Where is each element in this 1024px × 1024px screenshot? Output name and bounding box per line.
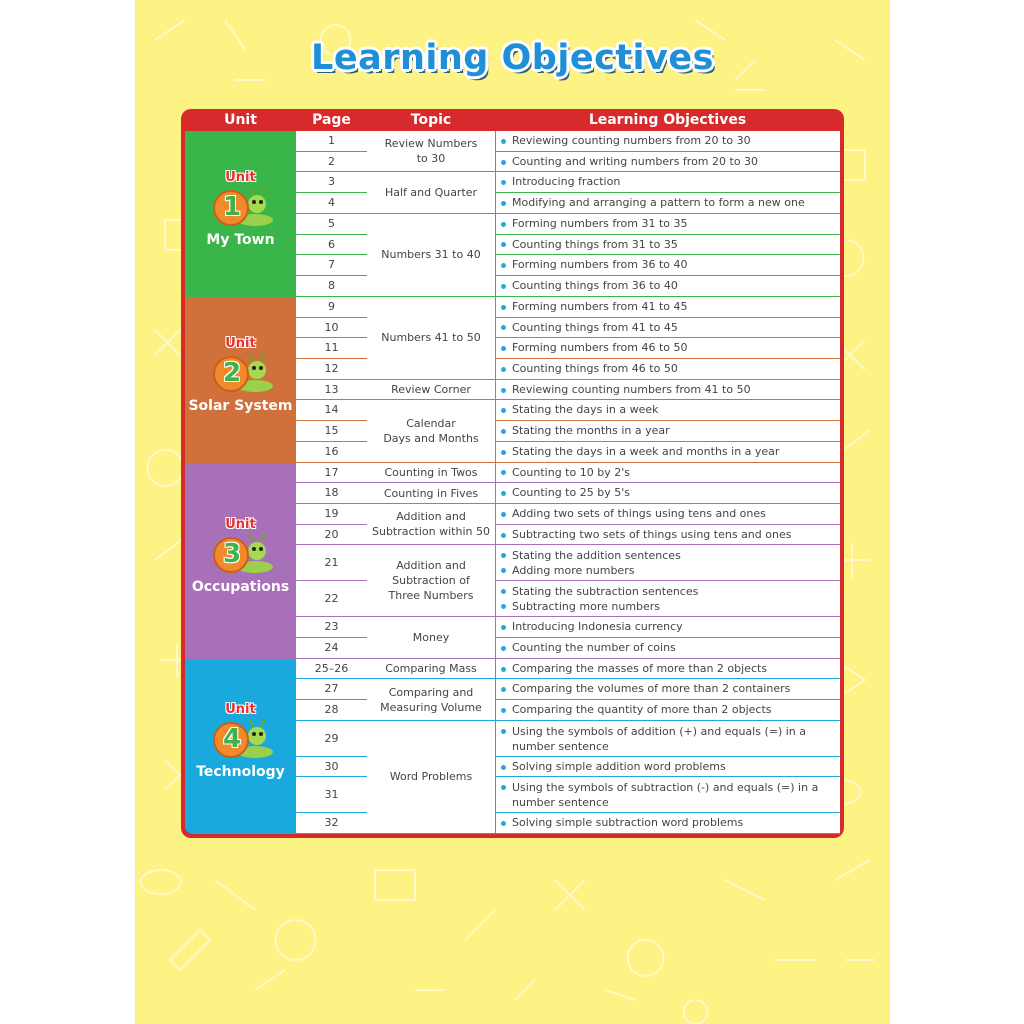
bullet-icon [501, 160, 506, 165]
objective-text: Forming numbers from 36 to 40 [512, 255, 834, 276]
objective-text: Stating the addition sentences [512, 548, 834, 563]
unit-name: Occupations [191, 578, 290, 595]
bullet-icon [501, 729, 506, 734]
objective-cell [495, 813, 840, 834]
objective-cell [495, 638, 840, 659]
topic-cell: Comparing and Measuring Volume [367, 679, 495, 720]
topic-cell: Word Problems [367, 721, 495, 834]
bullet-icon [501, 667, 506, 672]
objective-text: Counting the number of coins [512, 638, 834, 659]
topic-cell: Review Corner [367, 380, 495, 401]
objective-cell [495, 235, 840, 256]
unit-name: Technology [196, 764, 285, 781]
table-body [296, 131, 840, 834]
page-number-cell: 9 [296, 297, 368, 318]
objective-text: Using the symbols of subtraction (-) and equals (=) in a number sentence [512, 780, 834, 810]
objective-cell [495, 152, 840, 173]
page-number-cell: 30 [296, 757, 368, 778]
unit-name: Solar System [188, 397, 293, 414]
objective-cell [495, 442, 840, 463]
page-number-cell: 4 [296, 193, 368, 214]
objective-text: Adding more numbers [512, 563, 834, 578]
bullet-icon [501, 568, 506, 573]
header-objectives: Learning Objectives [588, 112, 747, 128]
objective-cell [495, 297, 840, 318]
objective-cell [495, 679, 840, 700]
bullet-icon [501, 646, 506, 651]
topic-cell: Comparing Mass [367, 659, 495, 680]
objective-text: Stating the months in a year [512, 421, 834, 442]
page-number-cell: 2 [296, 152, 368, 173]
objective-text: Introducing Indonesia currency [512, 617, 834, 638]
unit-number: 1 [222, 191, 242, 222]
topic-cell: Half and Quarter [367, 172, 495, 213]
bullet-icon [501, 512, 506, 517]
bullet-icon [501, 589, 506, 594]
bullet-icon [501, 429, 506, 434]
bullet-icon [501, 222, 506, 227]
learning-objectives-table [181, 109, 844, 838]
bullet-icon [501, 139, 506, 144]
header-page: Page [312, 112, 351, 128]
bullet-icon [501, 201, 506, 206]
header-unit: Unit [224, 112, 257, 128]
bullet-icon [501, 263, 506, 268]
objective-cell [495, 359, 840, 380]
page-number-cell: 16 [296, 442, 368, 463]
topic-cell: Addition and Subtraction of Three Numbers [367, 545, 495, 617]
objective-cell [495, 318, 840, 339]
page-number-cell: 13 [296, 380, 368, 401]
bullet-icon [501, 491, 506, 496]
page-number-cell: 1 [296, 131, 368, 152]
page-number-cell: 28 [296, 700, 368, 721]
page-number-cell: 7 [296, 255, 368, 276]
page-number-cell: 14 [296, 400, 368, 421]
objective-cell [495, 380, 840, 401]
bullet-icon [501, 242, 506, 247]
bullet-icon [501, 821, 506, 826]
objective-text: Reviewing counting numbers from 41 to 50 [512, 380, 834, 401]
unit-block-4 [185, 659, 296, 834]
bullet-icon [501, 553, 506, 558]
objective-text: Counting and writing numbers from 20 to 30 [512, 152, 834, 173]
objective-cell [495, 525, 840, 546]
objective-text: Modifying and arranging a pattern to form a new one [512, 193, 834, 214]
objective-cell [495, 721, 840, 757]
objective-text: Stating the days in a week [512, 400, 834, 421]
objective-text: Forming numbers from 41 to 45 [512, 297, 834, 318]
objective-cell [495, 400, 840, 421]
page-number-cell: 11 [296, 338, 368, 359]
objective-cell [495, 131, 840, 152]
objective-text: Counting things from 36 to 40 [512, 276, 834, 297]
page-number-cell: 15 [296, 421, 368, 442]
objective-text: Solving simple subtraction word problems [512, 813, 834, 834]
page-number-cell: 29 [296, 721, 368, 757]
topic-cell: Money [367, 617, 495, 658]
objective-cell [495, 757, 840, 778]
objective-text: Subtracting more numbers [512, 599, 834, 614]
objective-cell [495, 421, 840, 442]
page-number-cell: 21 [296, 545, 368, 581]
objective-text: Counting things from 41 to 45 [512, 318, 834, 339]
objective-text: Comparing the masses of more than 2 objects [512, 659, 834, 680]
objective-text: Introducing fraction [512, 172, 834, 193]
objective-cell [495, 338, 840, 359]
objective-cell [495, 193, 840, 214]
objective-cell [495, 777, 840, 813]
topic-cell: Counting in Fives [367, 483, 495, 504]
unit-label: Unit [225, 702, 256, 718]
page-number-cell: 3 [296, 172, 368, 193]
objective-cell [495, 504, 840, 525]
objective-text: Stating the days in a week and months in a year [512, 442, 834, 463]
topic-cell: Review Numbers to 30 [367, 131, 495, 172]
objective-cell [495, 617, 840, 638]
objective-text: Adding two sets of things using tens and ones [512, 504, 834, 525]
objective-text: Forming numbers from 46 to 50 [512, 338, 834, 359]
unit-label: Unit [225, 335, 256, 351]
objective-text: Reviewing counting numbers from 20 to 30 [512, 131, 834, 152]
objective-text: Using the symbols of addition (+) and equals (=) in a number sentence [512, 724, 834, 754]
page-number-cell: 27 [296, 679, 368, 700]
objective-cell [495, 545, 840, 581]
unit-name: My Town [206, 231, 275, 248]
bullet-icon [501, 708, 506, 713]
page-number-cell: 20 [296, 525, 368, 546]
bullet-icon [501, 687, 506, 692]
page-number-cell: 24 [296, 638, 368, 659]
topic-cell: Addition and Subtraction within 50 [367, 504, 495, 545]
page-title: Learning Objectives [311, 38, 714, 78]
bullet-icon [501, 325, 506, 330]
unit-number: 3 [222, 538, 242, 569]
bullet-icon [501, 408, 506, 413]
objective-cell [495, 483, 840, 504]
page-number-cell: 22 [296, 581, 368, 617]
unit-number: 2 [222, 357, 242, 388]
objective-text: Subtracting two sets of things using tens and ones [512, 525, 834, 546]
objective-cell [495, 255, 840, 276]
bullet-icon [501, 367, 506, 372]
page-number-cell: 6 [296, 235, 368, 256]
objective-text: Stating the subtraction sentences [512, 584, 834, 599]
unit-label: Unit [225, 169, 256, 185]
objective-cell [495, 172, 840, 193]
objective-cell [495, 581, 840, 617]
bullet-icon [501, 388, 506, 393]
page-number-cell: 32 [296, 813, 368, 834]
bullet-icon [501, 346, 506, 351]
objective-cell [495, 659, 840, 680]
unit-block-2 [185, 297, 296, 463]
objective-text: Counting things from 46 to 50 [512, 359, 834, 380]
objective-cell [495, 700, 840, 721]
bullet-icon [501, 604, 506, 609]
bullet-icon [501, 305, 506, 310]
topic-cell: Counting in Twos [367, 463, 495, 484]
page-number-cell: 10 [296, 318, 368, 339]
page-number-cell: 8 [296, 276, 368, 297]
bullet-icon [501, 180, 506, 185]
bullet-icon [501, 450, 506, 455]
page-number-cell: 5 [296, 214, 368, 235]
bullet-icon [501, 284, 506, 289]
objective-text: Counting to 25 by 5's [512, 483, 834, 504]
objective-text: Comparing the quantity of more than 2 objects [512, 700, 834, 721]
unit-label: Unit [225, 516, 256, 532]
page-number-cell: 17 [296, 463, 368, 484]
topic-cell: Calendar Days and Months [367, 400, 495, 462]
page-number-cell: 23 [296, 617, 368, 638]
page-number-cell: 18 [296, 483, 368, 504]
objective-cell [495, 276, 840, 297]
page-number-cell: 31 [296, 777, 368, 813]
topic-cell: Numbers 41 to 50 [367, 297, 495, 380]
unit-number: 4 [222, 724, 242, 755]
bullet-icon [501, 785, 506, 790]
objective-text: Forming numbers from 31 to 35 [512, 214, 834, 235]
page-number-cell: 25–26 [296, 659, 368, 680]
objective-text: Counting to 10 by 2's [512, 463, 834, 484]
objective-text: Counting things from 31 to 35 [512, 235, 834, 256]
page-number-cell: 12 [296, 359, 368, 380]
bullet-icon [501, 533, 506, 538]
page-number-cell: 19 [296, 504, 368, 525]
objective-cell [495, 463, 840, 484]
bullet-icon [501, 625, 506, 630]
objective-cell [495, 214, 840, 235]
topic-cell: Numbers 31 to 40 [367, 214, 495, 297]
header-topic: Topic [410, 112, 452, 128]
unit-block-3 [185, 463, 296, 659]
objective-text: Comparing the volumes of more than 2 containers [512, 679, 834, 700]
bullet-icon [501, 765, 506, 770]
bullet-icon [501, 470, 506, 475]
objective-text: Solving simple addition word problems [512, 757, 834, 778]
unit-block-1 [185, 131, 296, 297]
